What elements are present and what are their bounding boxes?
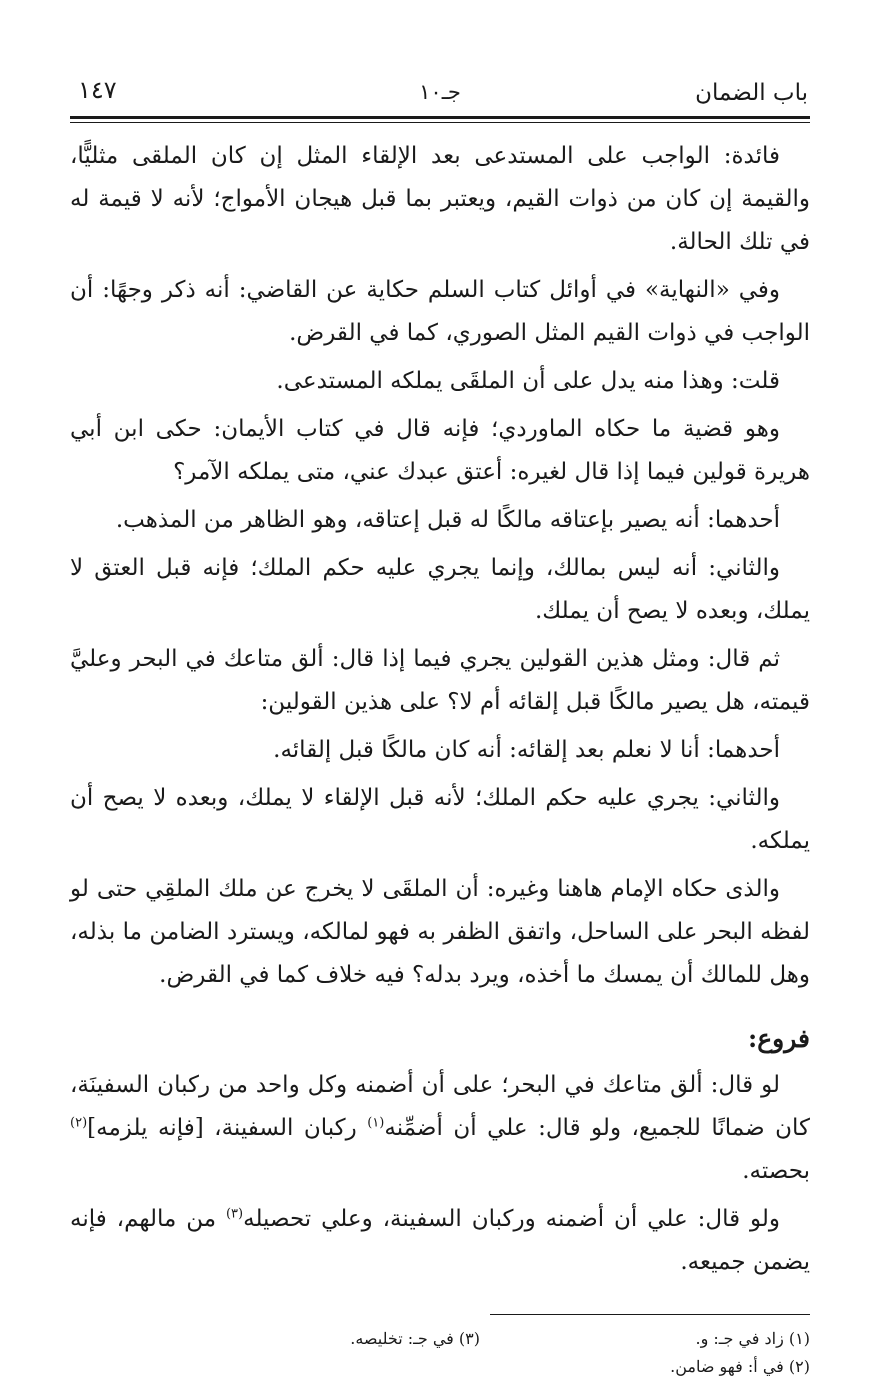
paragraph: والذى حكاه الإمام هاهنا وغيره: أن الملقَى لا يخرج عن ملك الملقِي حتى لو لفظه البحر على الساحل، واتفق الظفر به فهو لمالكه، ويسترد الضامن ما بذله، وهل للمالك أن يمسك ما أخذه، ويرد بدله؟ فيه خلاف كما في القرض. — [70, 876, 810, 988]
footnote-3: (٣) في جـ: تخليصه. — [350, 1329, 480, 1348]
footnote-column-left — [210, 1325, 480, 1381]
paragraph: وفي «النهاية» في أوائل كتاب السلم حكاية عن القاضي: أنه ذكر وجهًا: أن الواجب في ذوات القيم المثل الصوري، كما في القرض. — [70, 277, 810, 346]
footnote-2: (٢) في أ: فهو ضامن. — [670, 1357, 810, 1376]
paragraph: وهو قضية ما حكاه الماوردي؛ فإنه قال في كتاب الأيمان: حكى ابن أبي هريرة قولين فيما إذا قال لغيره: أعتق عبدك عني، متى يملكه الآمر؟ — [70, 416, 810, 485]
footnote-1: (١) زاد في جـ: و. — [695, 1329, 810, 1348]
text-run: ركبان السفينة، [فإنه يلزمه] — [87, 1115, 368, 1141]
footnote-rule — [490, 1314, 810, 1315]
footnote-column-right — [540, 1325, 810, 1381]
volume-label: جـ١٠ — [419, 80, 461, 104]
paragraph: أحدهما: أنه يصير بإعتاقه مالكًا له قبل إعتاقه، وهو الظاهر من المذهب. — [115, 507, 780, 533]
paragraph: والثاني: يجري عليه حكم الملك؛ لأنه قبل الإلقاء لا يملك، وبعده لا يصح أن يملكه. — [70, 785, 810, 854]
text-run: بحصته. — [742, 1158, 810, 1184]
page-number: ١٤٧ — [78, 76, 117, 104]
footnote-ref-2: (٢) — [70, 1115, 88, 1131]
chapter-title: باب الضمان — [695, 80, 808, 106]
text-run: من مالهم، فإنه يضمن جميعه. — [70, 1206, 810, 1275]
text-run: لو قال: ألق متاعك في البحر؛ على أن أضمنه وكل واحد من ركبان السفينَة، كان ضمانًا للجميع، ولو قال: علي أن أضمِّنه — [70, 1072, 810, 1141]
paragraph: أحدهما: أنا لا نعلم بعد إلقائه: أنه كان مالكًا قبل إلقائه. — [273, 737, 780, 763]
paragraph: فائدة: الواجب على المستدعى بعد الإلقاء المثل إن كان الملقى مثليًّا، والقيمة إن كان من ذوات القيم، ويعتبر بما قبل هيجان الأمواج؛ لأنه لا قيمة له في تلك الحالة. — [70, 143, 810, 255]
header-rule-thin — [70, 122, 810, 123]
book-page — [70, 60, 810, 1376]
paragraph: ثم قال: ومثل هذين القولين يجري فيما إذا قال: ألق متاعك في البحر وعليَّ قيمته، هل يصير مالكًا قبل إلقائه أم لا؟ على هذين القولين: — [70, 646, 810, 715]
footnotes — [210, 1325, 810, 1381]
paragraph: قلت: وهذا منه يدل على أن الملقَى يملكه المستدعى. — [276, 368, 780, 394]
main-text — [70, 135, 810, 1284]
footnote-ref-1: (١) — [367, 1115, 385, 1131]
running-header — [70, 60, 810, 110]
header-rule-thick — [70, 116, 810, 119]
furu-paragraph-1 — [70, 1064, 810, 1193]
text-run: ولو قال: علي أن أضمنه وركبان السفينة، وعلي تحصيله — [243, 1206, 781, 1232]
section-heading: فروع: — [748, 1024, 810, 1053]
furu-paragraph-2 — [70, 1198, 810, 1284]
paragraph: والثاني: أنه ليس بمالك، وإنما يجري عليه حكم الملك؛ فإنه قبل العتق لا يملك، وبعده لا يصح أن يملك. — [70, 555, 810, 624]
footnote-ref-3: (٣) — [225, 1206, 244, 1222]
